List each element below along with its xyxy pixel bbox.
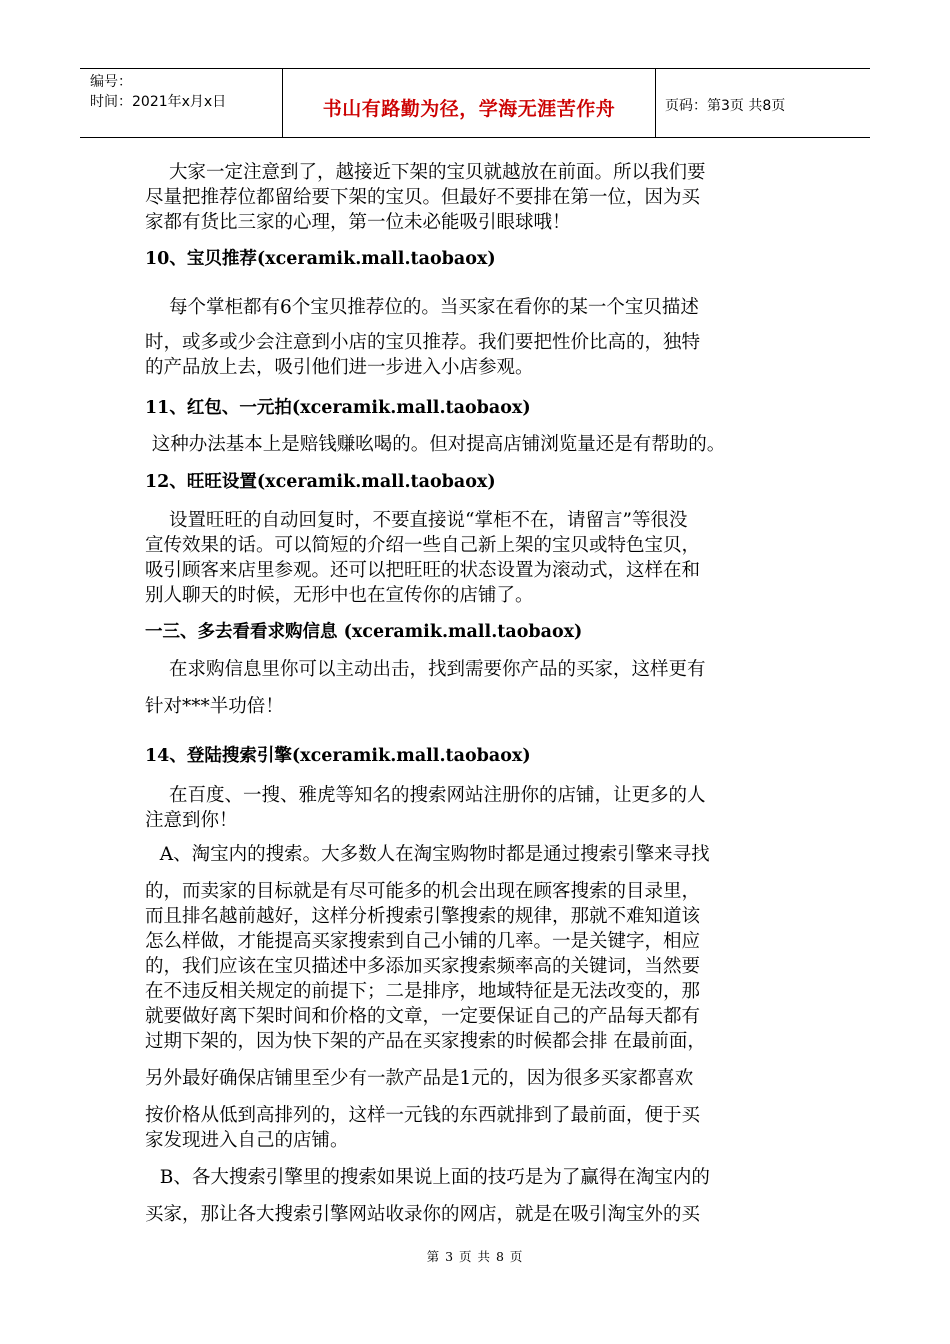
paragraph-line: 另外最好确保店铺里至少有一款产品是1元的，因为很多买家都喜欢 — [145, 1068, 694, 1089]
paragraph-12 — [145, 508, 815, 608]
paragraph-line: 就要做好离下架时间和价格的文章，一定要保证自己的产品每天都有 — [145, 1006, 701, 1027]
paragraph-line: 在求购信息里你可以主动出击，找到需要你产品的买家，这样更有 — [169, 659, 706, 680]
heading-14: 14、登陆搜索引擎(xceramik.mall.taobaox) — [145, 746, 531, 766]
paragraph-line: 而且排名越前越好，这样分析搜索引擎搜索的规律，那就不难知道该 — [145, 906, 701, 927]
header-left-cell — [80, 69, 282, 137]
paragraph-line: 注意到你！ — [145, 810, 238, 831]
paragraph-line: A、淘宝内的搜索。大多数人在淘宝购物时都是通过搜索引擎来寻找 — [159, 844, 710, 865]
paragraph-14 — [145, 783, 815, 833]
paragraph-13 — [145, 657, 815, 719]
heading-10: 10、宝贝推荐(xceramik.mall.taobaox) — [145, 249, 496, 269]
paragraph-line: 按价格从低到高排列的，这样一元钱的东西就排到了最前面，便于买 — [145, 1105, 701, 1126]
paragraph-line: 尽量把推荐位都留给要下架的宝贝。但最好不要排在第一位，因为买 — [145, 187, 701, 208]
paragraph-line: 大家一定注意到了，越接近下架的宝贝就越放在前面。所以我们要 — [169, 162, 706, 183]
paragraph-line: 这种办法基本上是赔钱赚吆喝的。但对提高店铺浏览量还是有帮助的。 — [151, 434, 726, 455]
paragraph-line: 设置旺旺的自动回复时，不要直接说“掌柜不在，请留言”等很没 — [169, 510, 688, 531]
paragraph-line: 怎么样做，才能提高买家搜索到自己小铺的几率。一是关键字，相应 — [145, 931, 701, 952]
paragraph-line: 在不违反相关规定的前提下；二是排序，地域特征是无法改变的，那 — [145, 981, 701, 1002]
paragraph-intro — [145, 160, 815, 235]
paragraph-line: 时，或多或少会注意到小店的宝贝推荐。我们要把性价比高的，独特 — [145, 332, 701, 353]
paragraph-14b — [145, 1165, 815, 1227]
heading-12: 12、旺旺设置(xceramik.mall.taobaox) — [145, 472, 496, 492]
header-motto-cell — [282, 69, 656, 137]
paragraph-line: 买家，那让各大搜索引擎网站收录你的网店，就是在吸引淘宝外的买 — [145, 1204, 701, 1225]
paragraph-line: 家发现进入自己的店铺。 — [145, 1130, 349, 1151]
paragraph-line: 吸引顾客来店里参观。还可以把旺旺的状态设置为滚动式，这样在和 — [145, 560, 701, 581]
paragraph-line: 的，我们应该在宝贝描述中多添加买家搜索频率高的关键词，当然要 — [145, 956, 701, 977]
doc-code-label: 编号： — [90, 74, 132, 90]
paragraph-14a — [145, 842, 815, 1153]
doc-time-label: 时间：2021年x月x日 — [90, 94, 227, 110]
paragraph-line: 过期下架的，因为快下架的产品在买家搜索的时候都会排 在最前面， — [145, 1031, 706, 1052]
header-page-cell — [655, 69, 870, 137]
paragraph-line: 别人聊天的时候，无形中也在宣传你的店铺了。 — [145, 585, 534, 606]
header-page-label: 页码：第3页 共8页 — [665, 98, 786, 114]
paragraph-line: 家都有货比三家的心理，第一位未必能吸引眼球哦！ — [145, 212, 571, 233]
paragraph-line: B、各大搜索引擎里的搜索如果说上面的技巧是为了赢得在淘宝内的 — [159, 1167, 710, 1188]
paragraph-10 — [145, 295, 815, 380]
heading-11: 11、红包、一元拍(xceramik.mall.taobaox) — [145, 398, 531, 418]
paragraph-line: 的产品放上去，吸引他们进一步进入小店参观。 — [145, 357, 534, 378]
header-table — [80, 68, 870, 138]
paragraph-line: 在百度、一搜、雅虎等知名的搜索网站注册你的店铺，让更多的人 — [169, 785, 706, 806]
paragraph-line: 针对***半功倍！ — [145, 696, 284, 717]
paragraph-line: 的，而卖家的目标就是有尽可能多的机会出现在顾客搜索的目录里， — [145, 881, 701, 902]
paragraph-line: 每个掌柜都有6个宝贝推荐位的。当买家在看你的某一个宝贝描述 — [169, 297, 699, 318]
paragraph-11 — [137, 432, 827, 457]
header-motto: 书山有路勤为径，学海无涯苦作舟 — [322, 97, 616, 120]
page-footer: 第 3 页 共 8 页 — [426, 1249, 524, 1264]
paragraph-line: 宣传效果的话。可以简短的介绍一些自己新上架的宝贝或特色宝贝， — [145, 535, 701, 556]
heading-13: 一三、多去看看求购信息 (xceramik.mall.taobaox) — [145, 622, 583, 642]
